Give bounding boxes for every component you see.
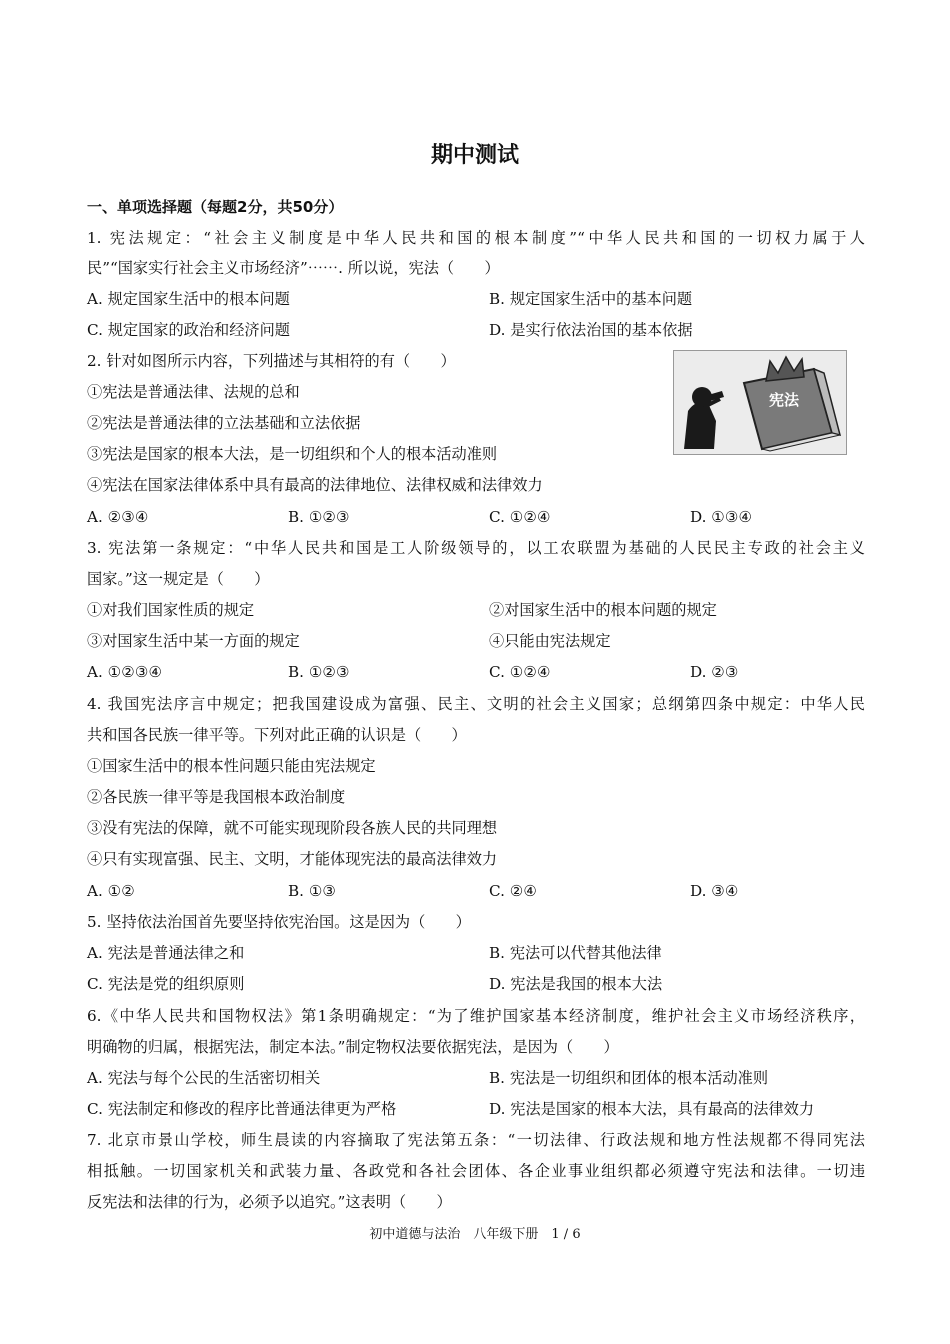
page-footer: 初中道德与法治 八年级下册 1 / 6 [369, 1227, 581, 1242]
q3-statement-3: ③对国家生活中某一方面的规定 [87, 632, 300, 650]
q5-option-c: C. 宪法是党的组织原则 [87, 975, 245, 993]
q5-option-a: A. 宪法是普通法律之和 [87, 944, 245, 962]
q6-option-c: C. 宪法制定和修改的程序比普通法律更为严格 [87, 1100, 397, 1118]
q4-option-a: A. ①② [87, 882, 135, 900]
q7-stem-line1: 7. 北京市景山学校，师生晨读的内容摘取了宪法第五条：“一切法律、行政法规和地方性法规都不得同宪法 [87, 1131, 865, 1149]
q3-stem-line1: 3. 宪法第一条规定：“中华人民共和国是工人阶级领导的，以工农联盟为基础的人民民主专政的社会主义 [87, 539, 865, 557]
q4-stem-line1: 4. 我国宪法序言中规定；把我国建设成为富强、民主、文明的社会主义国家；总纲第四条中规定：中华人民 [87, 695, 865, 713]
q5-option-d: D. 宪法是我国的根本大法 [489, 975, 663, 993]
figure-label: 宪法 [768, 391, 800, 409]
q4-statement-1: ①国家生活中的根本性问题只能由宪法规定 [87, 757, 376, 775]
q4-option-b: B. ①③ [288, 882, 337, 900]
q6-option-d: D. 宪法是国家的根本大法，具有最高的法律效力 [489, 1100, 815, 1118]
q4-statement-3: ③没有宪法的保障，就不可能实现现阶段各族人民的共同理想 [87, 819, 498, 837]
q5-option-b: B. 宪法可以代替其他法律 [489, 944, 662, 962]
q5-stem: 5. 坚持依法治国首先要坚持依宪治国。这是因为（ ） [87, 913, 471, 931]
q6-stem-line1: 6.《中华人民共和国物权法》第1条明确规定：“为了维护国家基本经济制度，维护社会主义市场经济秩序， [87, 1007, 865, 1025]
q1-option-d: D. 是实行依法治国的基本依据 [489, 321, 693, 339]
q2-statement-4: ④宪法在国家法律体系中具有最高的法律地位、法律权威和法律效力 [87, 476, 543, 494]
q2-option-a: A. ②③④ [87, 508, 149, 526]
q1-stem-line2: 民”“国家实行社会主义市场经济”⋯⋯. 所以说，宪法（ ） [87, 259, 500, 277]
q3-option-d: D. ②③ [690, 663, 739, 681]
q2-option-b: B. ①②③ [288, 508, 350, 526]
constitution-cartoon-icon [674, 351, 846, 454]
q7-stem-line3: 反宪法和法律的行为，必须予以追究。”这表明（ ） [87, 1193, 452, 1211]
section-heading: 一、单项选择题（每题2分，共50分） [87, 198, 344, 216]
q2-option-c: C. ①②④ [489, 508, 551, 526]
q2-statement-3: ③宪法是国家的根本大法，是一切组织和个人的根本活动准则 [87, 445, 498, 463]
q6-stem-line2: 明确物的归属，根据宪法，制定本法。”制定物权法要依据宪法，是因为（ ） [87, 1038, 619, 1056]
q2-option-d: D. ①③④ [690, 508, 753, 526]
q3-statement-2: ②对国家生活中的根本问题的规定 [489, 601, 717, 619]
constitution-illustration [673, 350, 847, 455]
q3-option-b: B. ①②③ [288, 663, 350, 681]
q3-option-a: A. ①②③④ [87, 663, 163, 681]
q7-stem-line2: 相抵触。一切国家机关和武装力量、各政党和各社会团体、各企业事业组织都必须遵守宪法和法律。一切违 [87, 1162, 865, 1180]
q4-stem-line2: 共和国各民族一律平等。下列对此正确的认识是（ ） [87, 726, 467, 744]
q3-statement-1: ①对我们国家性质的规定 [87, 601, 255, 619]
q2-statement-2: ②宪法是普通法律的立法基础和立法依据 [87, 414, 361, 432]
q2-stem: 2. 针对如图所示内容，下列描述与其相符的有（ ） [87, 352, 456, 370]
q4-statement-4: ④只有实现富强、民主、文明，才能体现宪法的最高法律效力 [87, 850, 498, 868]
q3-statement-4: ④只能由宪法规定 [489, 632, 611, 650]
q6-option-b: B. 宪法是一切组织和团体的根本活动准则 [489, 1069, 769, 1087]
q3-stem-line2: 国家。”这一规定是（ ） [87, 570, 270, 588]
q1-option-c: C. 规定国家的政治和经济问题 [87, 321, 290, 339]
q4-option-c: C. ②④ [489, 882, 537, 900]
q1-stem-line1: 1. 宪法规定：“社会主义制度是中华人民共和国的根本制度”“中华人民共和国的一切权力属于人 [87, 229, 865, 247]
q1-option-a: A. 规定国家生活中的根本问题 [87, 290, 290, 308]
q4-statement-2: ②各民族一律平等是我国根本政治制度 [87, 788, 346, 806]
q2-statement-1: ①宪法是普通法律、法规的总和 [87, 383, 300, 401]
q1-option-b: B. 规定国家生活中的基本问题 [489, 290, 693, 308]
q3-option-c: C. ①②④ [489, 663, 551, 681]
q4-option-d: D. ③④ [690, 882, 739, 900]
page-title: 期中测试 [430, 143, 519, 168]
q6-option-a: A. 宪法与每个公民的生活密切相关 [87, 1069, 321, 1087]
